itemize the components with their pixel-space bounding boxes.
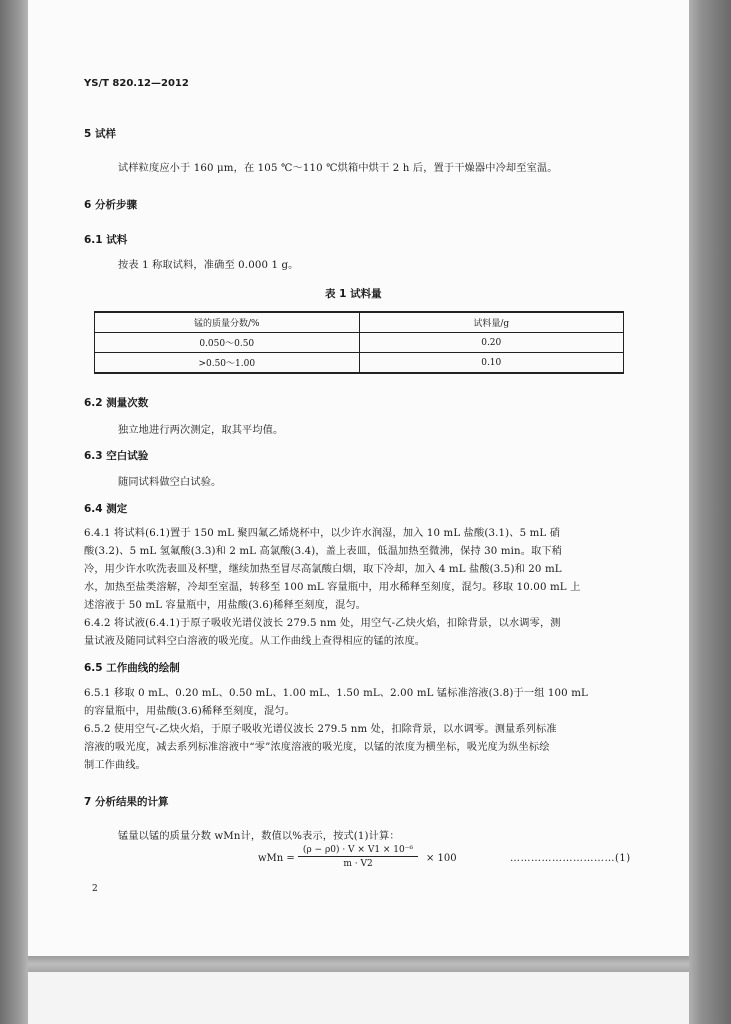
formula-multiplier: × 100 [426, 853, 457, 864]
viewer-frame-left [0, 0, 28, 1024]
viewer-frame-right [689, 0, 731, 1024]
section-6-4-title: 6.4 测定 [84, 503, 128, 515]
formula-fraction [298, 845, 418, 869]
paragraph-6-5-1-line: 的容量瓶中，用盐酸(3.6)稀释至刻度，混匀。 [84, 706, 295, 717]
paragraph-6-5-1-line: 6.5.1 移取 0 mL、0.20 mL、0.50 mL、1.00 mL、1.50 mL、2.00 mL 锰标准溶液(3.8)于一组 100 mL [84, 688, 588, 699]
paragraph-6-4-1-line: 冷，用少许水吹洗表皿及杯壁，继续加热至冒尽高氯酸白烟，取下冷却，加入 4 mL 盐酸(3.5)和 20 mL [84, 564, 562, 575]
page-separator [28, 956, 689, 972]
section-5-text: 试样粒度应小于 160 μm，在 105 ℃～110 ℃烘箱中烘干 2 h 后，置于干燥器中冷却至室温。 [118, 163, 558, 174]
section-7-title: 7 分析结果的计算 [84, 796, 169, 808]
next-page-preview[interactable] [28, 972, 689, 1024]
paragraph-6-5-2-line: 溶液的吸光度，减去系列标准溶液中“零”浓度溶液的吸光度，以锰的浓度为横坐标，吸光度为纵坐标绘 [84, 742, 550, 753]
specimen-mass-table [94, 311, 624, 374]
formula-number: …………………………(1) [510, 853, 631, 864]
calculation-formula [258, 845, 638, 879]
document-page [28, 0, 689, 956]
paragraph-6-4-1-line: 酸(3.2)、5 mL 氢氟酸(3.3)和 2 mL 高氯酸(3.4)，盖上表皿，低温加热至微沸，保持 30 min。取下稍 [84, 546, 563, 557]
table-row [95, 353, 624, 374]
section-6-3-title: 6.3 空白试验 [84, 450, 149, 462]
paragraph-6-5-2-line: 6.5.2 使用空气-乙炔火焰，于原子吸收光谱仪波长 279.5 nm 处，扣除背景，以水调零。测量系列标准 [84, 724, 557, 735]
table-header-specimen-mass: 试料量/g [359, 312, 624, 333]
table-cell: 0.050～0.50 [95, 333, 360, 353]
standard-number: YS/T 820.12—2012 [84, 78, 189, 89]
formula-numerator: (ρ − ρ0) · V × V1 × 10⁻⁶ [298, 845, 418, 857]
formula-denominator: m · V2 [343, 859, 373, 869]
table-cell: 0.20 [359, 333, 624, 353]
page-number: 2 [92, 884, 98, 894]
section-6-1-title: 6.1 试料 [84, 234, 128, 246]
section-6-2-text: 独立地进行两次测定，取其平均值。 [118, 425, 284, 436]
section-6-1-text: 按表 1 称取试料，准确至 0.000 1 g。 [118, 260, 299, 271]
paragraph-6-5-2-line: 制工作曲线。 [84, 760, 147, 771]
section-6-5-title: 6.5 工作曲线的绘制 [84, 662, 180, 674]
paragraph-6-4-2-line: 量试液及随同试料空白溶液的吸光度。从工作曲线上查得相应的锰的浓度。 [84, 636, 426, 647]
section-5-title: 5 试样 [84, 128, 116, 140]
paragraph-6-4-1-line: 述溶液于 50 mL 容量瓶中，用盐酸(3.6)稀释至刻度，混匀。 [84, 600, 367, 611]
table-cell: 0.10 [359, 353, 624, 374]
paragraph-6-4-1-line: 水，加热至盐类溶解，冷却至室温，转移至 100 mL 容量瓶中，用水稀释至刻度，混匀。移取 10.00 mL 上 [84, 582, 581, 593]
table-row [95, 333, 624, 353]
table-1-caption: 表 1 试料量 [325, 288, 382, 300]
table-cell: >0.50～1.00 [95, 353, 360, 374]
section-6-2-title: 6.2 测量次数 [84, 397, 149, 409]
formula-lhs: wMn = [258, 853, 295, 864]
table-header-row [95, 312, 624, 333]
section-7-text: 锰量以锰的质量分数 wMn计，数值以%表示，按式(1)计算： [118, 831, 400, 842]
paragraph-6-4-2-line: 6.4.2 将试液(6.4.1)于原子吸收光谱仪波长 279.5 nm 处，用空气-乙炔火焰，扣除背景，以水调零，测 [84, 618, 561, 629]
section-6-title: 6 分析步骤 [84, 199, 137, 211]
table-header-mass-fraction: 锰的质量分数/% [95, 312, 360, 333]
section-6-3-text: 随同试料做空白试验。 [118, 477, 222, 488]
paragraph-6-4-1-line: 6.4.1 将试料(6.1)置于 150 mL 聚四氟乙烯烧杯中，以少许水润湿，加入 10 mL 盐酸(3.1)、5 mL 硝 [84, 528, 561, 539]
